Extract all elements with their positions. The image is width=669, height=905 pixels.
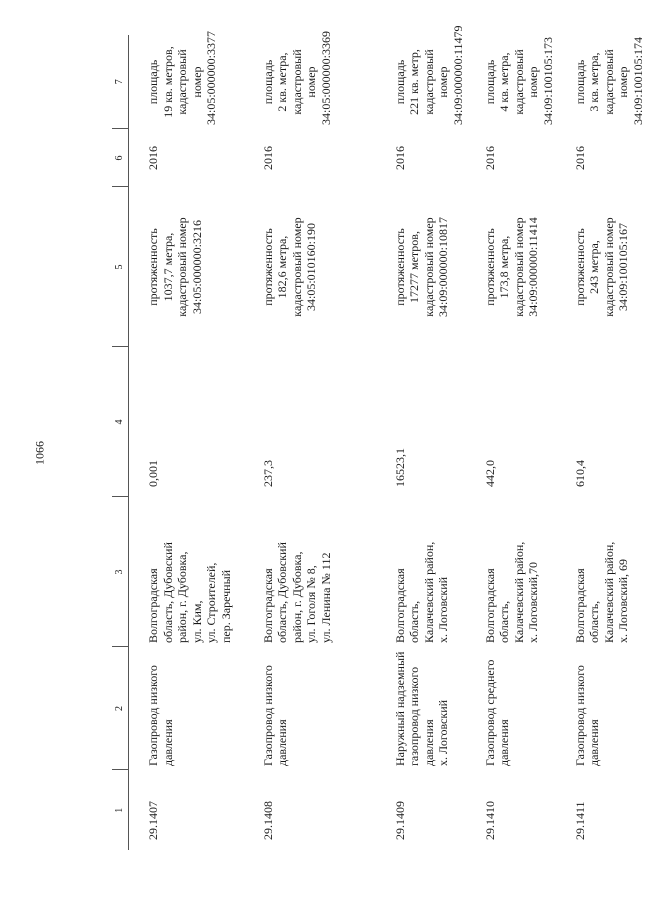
column-number-header bbox=[112, 35, 129, 850]
row-id: 29.1408 bbox=[260, 801, 275, 840]
column-header-3: 3 bbox=[112, 497, 129, 647]
object-value: 442,0 bbox=[482, 460, 497, 487]
row-id: 29.1410 bbox=[482, 801, 497, 840]
object-length: протяженность 182,6 метра, кадастровый номер 34:05:010160:190 bbox=[260, 217, 318, 317]
object-year: 2016 bbox=[392, 146, 407, 170]
object-area: площадь 221 кв. метр, кадастровый номер 34:09:000000:11479 bbox=[392, 25, 465, 125]
page-number: 1066 bbox=[32, 441, 47, 465]
object-value: 237,3 bbox=[260, 460, 275, 487]
object-length: протяженность 17277 метров, кадастровый номер 34:09:000000:10817 bbox=[392, 217, 450, 318]
object-name: Наружный надземный газопровод низкого давления х. Логовский bbox=[392, 651, 450, 766]
column-header-2: 2 bbox=[112, 647, 129, 770]
object-length: протяженность 243 метра, кадастровый номер 34:09:100105:167 bbox=[572, 217, 630, 317]
registry-table-container bbox=[112, 25, 645, 850]
column-header-1: 1 bbox=[112, 770, 129, 850]
object-area: площадь 2 кв. метра, кадастровый номер 34:05:000000:3369 bbox=[260, 30, 333, 125]
object-area: площадь 4 кв. метра, кадастровый номер 34:09:100105:173 bbox=[482, 36, 555, 125]
object-name: Газопровод низкого давления bbox=[146, 665, 175, 766]
object-address: Волгоградская область, Дубовский район, г. Дубовка, ул. Гоголя № 8, ул. Ленина № 112 bbox=[260, 542, 333, 643]
object-area: площадь 3 кв. метра, кадастровый номер 34:09:100105:174 bbox=[572, 36, 645, 125]
object-name: Газопровод низкого давления bbox=[572, 665, 601, 766]
row-id: 29.1409 bbox=[392, 801, 407, 840]
table-row bbox=[129, 35, 261, 850]
table-row bbox=[483, 35, 573, 850]
column-header-5: 5 bbox=[112, 187, 129, 347]
object-address: Волгоградская область, Дубовский район, г. Дубовка, ул. Ким, ул. Строителей, пер. Заречный bbox=[146, 542, 233, 643]
object-name: Газопровод среднего давления bbox=[482, 659, 511, 766]
object-address: Волгоградская область, Калачевский район, х. Логовский, 69 bbox=[572, 541, 630, 643]
column-header-7: 7 bbox=[112, 35, 129, 129]
table-row bbox=[573, 35, 669, 850]
column-header-6: 6 bbox=[112, 129, 129, 187]
object-year: 2016 bbox=[572, 146, 587, 170]
object-length: протяженность 173,8 метра, кадастровый номер 34:09:000000:11414 bbox=[482, 217, 540, 317]
object-value: 16523,1 bbox=[392, 448, 407, 487]
object-year: 2016 bbox=[146, 146, 160, 170]
object-year: 2016 bbox=[482, 146, 497, 170]
row-id: 29.1411 bbox=[572, 801, 587, 840]
table-row bbox=[393, 35, 483, 850]
column-header-4: 4 bbox=[112, 347, 129, 497]
object-area: площадь 19 кв. метров, кадастровый номер 34:05:000000:3377 bbox=[146, 30, 218, 125]
object-length: протяженность 1037,7 метра, кадастровый номер 34:05:000000:3216 bbox=[146, 217, 204, 317]
registry-table bbox=[112, 25, 669, 850]
object-year: 2016 bbox=[260, 146, 275, 170]
table-row bbox=[261, 35, 393, 850]
row-id: 29.1407 bbox=[146, 801, 160, 840]
object-value: 0,001 bbox=[146, 460, 160, 487]
object-address: Волгоградская область, Калачевский район, х. Логовский bbox=[392, 541, 450, 643]
object-address: Волгоградская область, Калачевский район, х. Логовский,70 bbox=[482, 541, 540, 643]
object-name: Газопровод низкого давления bbox=[260, 665, 289, 766]
object-value: 610,4 bbox=[572, 460, 587, 487]
